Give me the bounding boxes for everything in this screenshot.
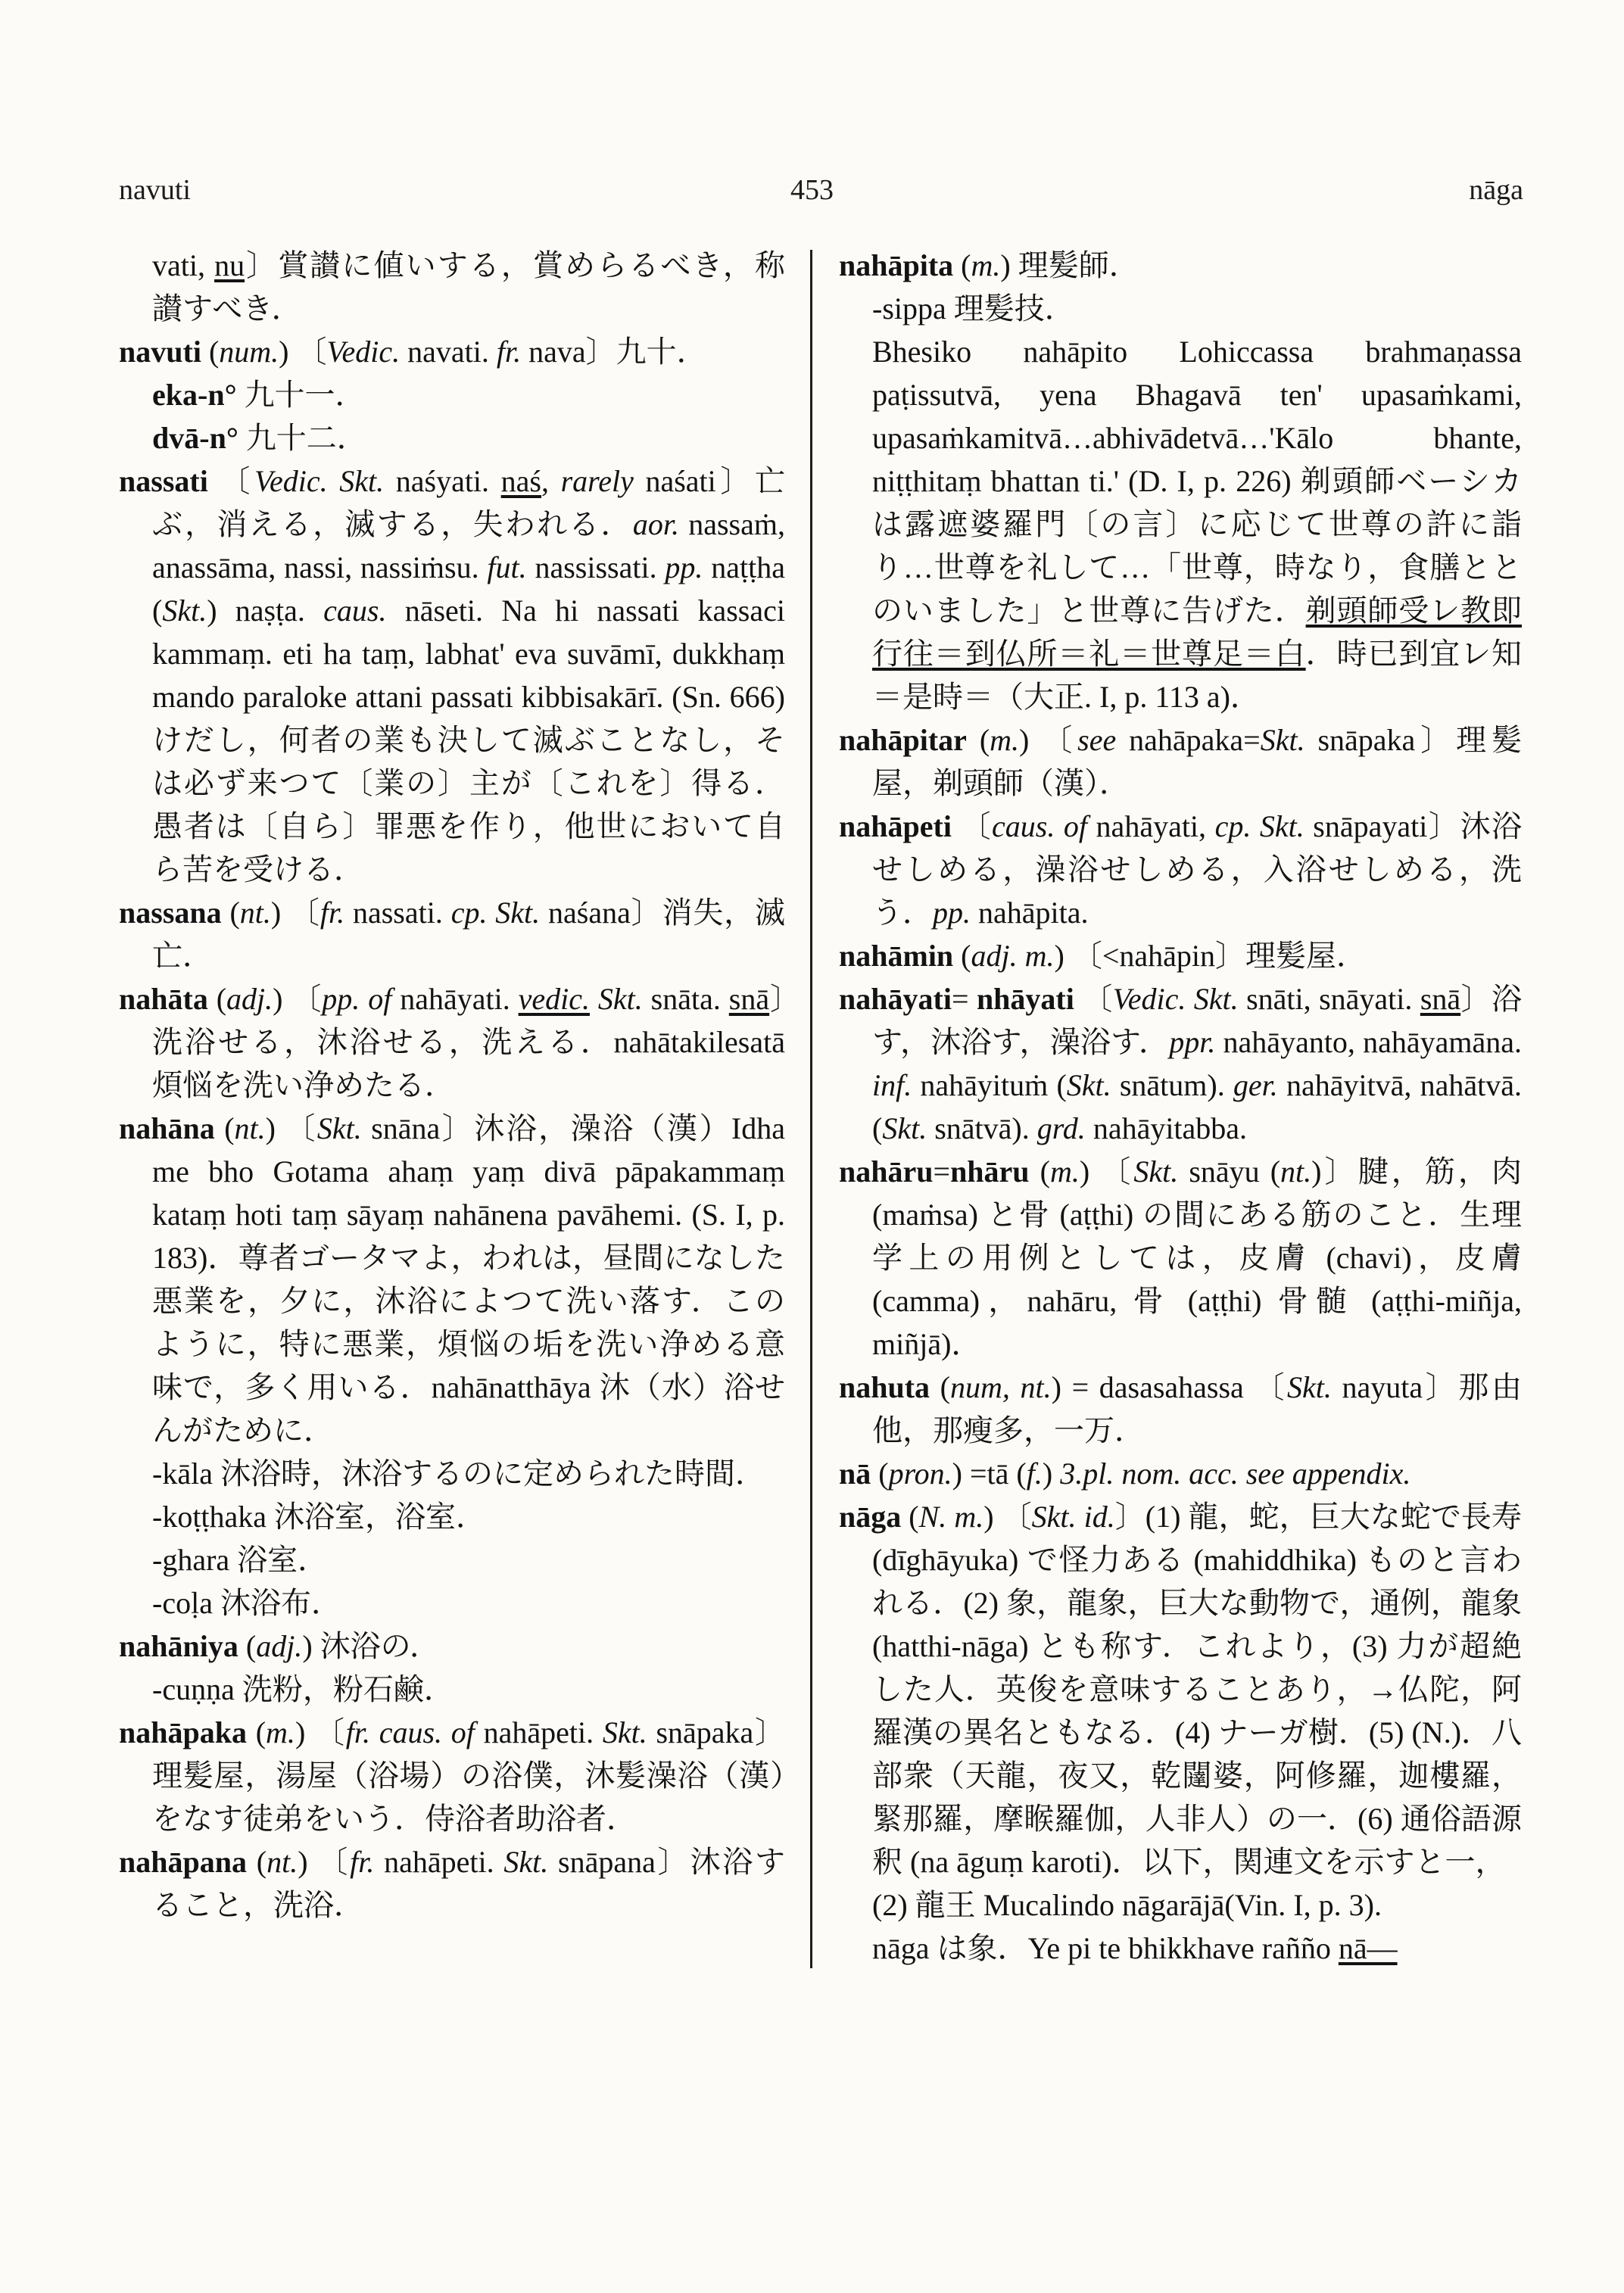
dictionary-paragraph bbox=[119, 1711, 785, 1840]
text-segment: caus. bbox=[323, 594, 387, 628]
text-segment: nt. bbox=[239, 896, 271, 930]
text-segment: m. bbox=[266, 1715, 295, 1749]
text-segment: Skt. id. bbox=[1031, 1500, 1115, 1534]
text-segment: vedic. bbox=[518, 982, 590, 1016]
right-column bbox=[839, 244, 1522, 1970]
text-segment: ) 〔 bbox=[1079, 1154, 1134, 1189]
text-segment: ( bbox=[246, 1845, 267, 1879]
headword: nāga bbox=[839, 1500, 902, 1534]
headword: nassati bbox=[119, 464, 208, 498]
text-segment: ) 〔 bbox=[270, 896, 320, 930]
headword: navuti bbox=[119, 335, 201, 369]
text-segment: ) 理髪師． bbox=[1000, 248, 1139, 282]
text-segment: nahāyati, bbox=[1087, 809, 1215, 843]
text-segment: snāna〕沐浴，澡浴（漢）Idha me bho Gotama ahaṃ yaṃ divā pāpakammaṃ kataṃ hoti taṃ sāyaṃ nahānena pavāhemi. (S. I, p. 183)．尊者ゴータマよ，われは，昼間になした悪業を，夕に，沐浴によつて洗い落す．このように，特に悪業，煩悩の垢を洗い浄める意味で，多く用いる．nahānatthāya 沐（水）浴せんがために． bbox=[152, 1111, 785, 1447]
text-segment: ) naṣṭa. bbox=[207, 594, 324, 628]
text-segment: nahāpeti. bbox=[474, 1715, 603, 1749]
text-segment: 〔 bbox=[207, 464, 255, 498]
text-segment: 〔 bbox=[1074, 982, 1113, 1016]
text-segment: ( bbox=[221, 896, 240, 930]
text-segment: ) 〔 bbox=[983, 1500, 1032, 1534]
dictionary-paragraph bbox=[839, 1366, 1522, 1452]
text-segment: ( bbox=[966, 723, 990, 757]
text-segment: = bbox=[933, 1154, 951, 1189]
text-segment: ) 〔 bbox=[279, 335, 327, 369]
text-segment: nahāyituṁ ( bbox=[912, 1068, 1067, 1102]
column-divider-rule bbox=[810, 250, 812, 1968]
text-segment: ) 〔 bbox=[1019, 723, 1078, 757]
text-segment: ( bbox=[1029, 1154, 1050, 1189]
text-segment: nā— bbox=[1338, 1931, 1398, 1965]
text-segment: N. m. bbox=[918, 1500, 984, 1534]
header-guide-word-left: navuti bbox=[119, 174, 191, 206]
headword: eka-n° bbox=[152, 378, 237, 412]
dictionary-paragraph bbox=[119, 1495, 785, 1538]
text-segment: ( bbox=[953, 248, 971, 282]
text-segment: 〕浴す，沐浴す，澡浴す． bbox=[872, 982, 1523, 1059]
dictionary-paragraph bbox=[839, 1495, 1522, 1883]
text-segment: 〕賞讃に値いする，賞めらるべき，称讃すべき． bbox=[152, 248, 785, 326]
text-segment: -koṭṭhaka 沐浴室，浴室． bbox=[152, 1500, 487, 1534]
text-segment: nahāyanto, nahāyamāna. bbox=[1215, 1025, 1522, 1059]
text-segment: nava〕九十． bbox=[521, 335, 707, 369]
text-segment: Bhesiko nahāpito Lohiccassa brahmaṇassa paṭissutvā, yena Bhagavā ten' upasaṁkami, upasaṁkamitvā…abhivādetvā…'Kālo bhante, niṭṭhitaṃ bhattan ti.' (D. I, p. 226) 剃頭師ベーシカは露遮婆羅門〔の言〕に応じて世尊の許に詣り…世尊を礼して…「世尊，時なり，食膳ととのいました」と世尊に告げた． bbox=[872, 335, 1522, 628]
text-segment: snāpayati〕沐浴せしめる，澡浴せしめる，入浴せしめる，洗う． bbox=[872, 809, 1522, 930]
text-segment: ( bbox=[930, 1370, 951, 1404]
text-segment: fut. bbox=[487, 550, 527, 584]
text-segment: nahāpita. bbox=[971, 896, 1089, 930]
text-segment: -kāla 沐浴時，沐浴するのに定められた時間． bbox=[152, 1456, 765, 1491]
dictionary-paragraph bbox=[119, 891, 785, 977]
text-segment: Skt. bbox=[162, 594, 207, 628]
text-segment: 〕(1) 龍，蛇，巨大な蛇で長寿 (dīghāyuka) で怪力ある (mahiddhika) ものと言われる．(2) 象，龍象，巨大な動物で，通例，龍象 (hatthi-nāga) とも称す．これより，(3) 力が超絶した人．英俊を意味することあり，→仏陀，阿羅漢の異名ともなる．(4) ナーガ樹．(5) (N.)．八部衆（天龍，夜又，乾闥婆，阿修羅，迦樓羅，緊那羅，摩睺羅伽，人非人）の一．(6) 通俗語源釈 (na āguṃ karoti)．以下，関連文を示すと一， bbox=[872, 1500, 1523, 1879]
text-segment: f. bbox=[1026, 1456, 1043, 1491]
text-segment: pron. bbox=[888, 1456, 952, 1491]
text-segment: fr. bbox=[320, 896, 345, 930]
text-segment: vati, bbox=[152, 248, 215, 282]
text-segment: ppr. bbox=[1169, 1025, 1216, 1059]
dictionary-paragraph bbox=[839, 1883, 1522, 1927]
headword: nahāpita bbox=[839, 248, 954, 282]
text-segment: fr. bbox=[350, 1845, 375, 1879]
text-segment: nahāyitabba. bbox=[1085, 1111, 1248, 1145]
text-segment: 3.pl. nom. acc. see appendix. bbox=[1060, 1456, 1411, 1491]
dictionary-paragraph bbox=[839, 1927, 1522, 1970]
text-segment: -ghara 浴室． bbox=[152, 1543, 329, 1577]
text-segment: naśyati. bbox=[384, 464, 501, 498]
text-segment: grd. bbox=[1036, 1111, 1086, 1145]
text-segment: inf. bbox=[872, 1068, 912, 1102]
text-segment: nu bbox=[214, 248, 245, 282]
dictionary-paragraph bbox=[119, 1840, 785, 1927]
text-segment: navati. bbox=[400, 335, 497, 369]
text-segment: ( bbox=[238, 1629, 257, 1663]
text-segment: 剃頭師受レ教即行往＝到仏所＝礼＝世尊足＝白 bbox=[872, 594, 1523, 671]
dictionary-paragraph bbox=[119, 416, 785, 460]
text-segment: naṭṭha ( bbox=[152, 550, 785, 628]
text-segment: fr. bbox=[496, 335, 522, 369]
text-segment: Skt. bbox=[1287, 1370, 1332, 1404]
text-segment: nt. bbox=[267, 1845, 298, 1879]
headword: dvā-n° bbox=[152, 421, 238, 455]
dictionary-paragraph bbox=[839, 1150, 1522, 1366]
text-segment: ( bbox=[871, 1456, 889, 1491]
text-segment: ) =tā ( bbox=[952, 1456, 1027, 1491]
text-segment: Vedic. bbox=[326, 335, 401, 369]
dictionary-paragraph bbox=[839, 1452, 1522, 1495]
headword: nhāyati bbox=[976, 982, 1074, 1016]
text-segment: snāyu ( bbox=[1178, 1154, 1281, 1189]
text-segment: ) 〔 bbox=[295, 1715, 346, 1749]
headword: nahāru bbox=[839, 1154, 934, 1189]
text-segment: ( bbox=[246, 1715, 267, 1749]
text-segment: cp. Skt. bbox=[450, 896, 541, 930]
text-segment: Vedic. Skt. bbox=[254, 464, 385, 498]
text-segment: ( bbox=[201, 335, 220, 369]
text-segment: num. bbox=[219, 335, 279, 369]
text-segment: adj. m. bbox=[971, 939, 1055, 973]
text-segment: aor. bbox=[632, 507, 679, 541]
headword: nahuta bbox=[839, 1370, 930, 1404]
text-segment: naś bbox=[500, 464, 541, 498]
headword: nahāpana bbox=[119, 1845, 247, 1879]
dictionary-paragraph bbox=[119, 1452, 785, 1495]
text-segment: snāpana〕沐浴すること，洗浴． bbox=[152, 1845, 785, 1922]
header-guide-word-right: nāga bbox=[1469, 174, 1523, 206]
dictionary-paragraph bbox=[119, 1581, 785, 1625]
text-segment: -coḷa 沐浴布． bbox=[152, 1586, 341, 1620]
dictionary-paragraph bbox=[839, 287, 1522, 330]
text-segment: ) 〔<nahāpin〕理髪屋． bbox=[1054, 939, 1367, 973]
text-segment: Skt. bbox=[316, 1111, 362, 1145]
dictionary-paragraph bbox=[119, 460, 785, 891]
text-segment: num, nt. bbox=[950, 1370, 1052, 1404]
headword: nahāpitar bbox=[839, 723, 967, 757]
text-segment: ( bbox=[214, 1111, 235, 1145]
dictionary-paragraph bbox=[119, 977, 785, 1107]
dictionary-paragraph bbox=[839, 977, 1522, 1150]
dictionary-paragraph bbox=[119, 244, 785, 330]
dictionary-paragraph bbox=[839, 330, 1522, 718]
text-segment: snā bbox=[728, 982, 770, 1016]
dictionary-paragraph bbox=[839, 244, 1522, 287]
text-segment: Skt. bbox=[1260, 723, 1305, 757]
dictionary-paragraph bbox=[119, 1538, 785, 1581]
left-column bbox=[119, 244, 785, 1927]
text-segment: m. bbox=[1049, 1154, 1080, 1189]
text-segment: ) 〔 bbox=[273, 982, 323, 1016]
text-segment: naśati〕亡ぶ，消える，滅する，失われる． bbox=[152, 464, 785, 541]
text-segment: ) = dasasahassa 〔 bbox=[1051, 1370, 1288, 1404]
text-segment: snā bbox=[1420, 982, 1461, 1016]
dictionary-paragraph bbox=[839, 718, 1522, 805]
text-segment: fr. caus. of bbox=[345, 1715, 475, 1749]
text-segment: nayuta〕那由他，那瘦多，一万． bbox=[872, 1370, 1523, 1447]
headword: nahāniya bbox=[119, 1629, 238, 1663]
text-segment: = bbox=[951, 982, 977, 1016]
text-segment: ) 沐浴の． bbox=[302, 1629, 441, 1663]
text-segment: nt. bbox=[1280, 1154, 1312, 1189]
text-segment: ．時已到宜レ知＝是時＝（大正. I, p. 113 a)． bbox=[872, 637, 1523, 714]
text-segment: caus. of bbox=[992, 809, 1088, 843]
headword: nahāyati bbox=[839, 982, 952, 1016]
text-segment: )〕腱，筋，肉 (maṁsa) と骨 (aṭṭhi) の間にある筋のこと．生理学上の用例としては，皮膚 (chavi)，皮膚 (camma)，nahāru, 骨 (aṭṭhi) 骨髄 (aṭṭhi-miñja, miñjā)． bbox=[872, 1154, 1522, 1361]
dictionary-paragraph bbox=[119, 330, 785, 373]
text-segment bbox=[590, 982, 598, 1016]
text-segment: snātvā). bbox=[927, 1111, 1037, 1145]
text-segment: 〔 bbox=[951, 809, 993, 843]
text-segment: (2) 龍王 Mucalindo nāgarājā(Vin. I, p. 3). bbox=[872, 1888, 1382, 1922]
text-segment: ( bbox=[953, 939, 971, 973]
text-segment: 九十一． bbox=[236, 378, 366, 412]
text-segment: snāti, snāyati. bbox=[1238, 982, 1420, 1016]
headword: nahāta bbox=[119, 982, 208, 1016]
text-segment: Skt. bbox=[1133, 1154, 1179, 1189]
text-segment: rarely bbox=[560, 464, 634, 498]
text-segment: ( bbox=[901, 1500, 919, 1534]
text-segment: -cuṇṇa 洗粉，粉石鹸． bbox=[152, 1672, 454, 1706]
text-segment: nahāyitvā, nahātvā. ( bbox=[872, 1068, 1522, 1145]
text-segment: m. bbox=[990, 723, 1020, 757]
headword: nā bbox=[839, 1456, 871, 1491]
dictionary-paragraph bbox=[119, 1668, 785, 1711]
headword: nahāpaka bbox=[119, 1715, 247, 1749]
text-segment: nahāyati. bbox=[391, 982, 519, 1016]
dictionary-paragraph bbox=[119, 373, 785, 416]
headword: nahāmin bbox=[839, 939, 954, 973]
text-segment: ) 〔 bbox=[265, 1111, 317, 1145]
text-segment: m. bbox=[971, 248, 1001, 282]
text-segment: see bbox=[1077, 723, 1117, 757]
text-segment: snāpaka〕理髪屋，剃頭師（漢）． bbox=[872, 723, 1522, 800]
dictionary-paragraph bbox=[119, 1107, 785, 1452]
text-segment: cp. Skt. bbox=[1214, 809, 1304, 843]
text-segment: snāta. bbox=[642, 982, 729, 1016]
text-segment: nāga は象．Ye pi te bhikkhave rañño bbox=[872, 1931, 1339, 1965]
dictionary-paragraph bbox=[119, 1625, 785, 1668]
text-segment: Skt. bbox=[1066, 1068, 1111, 1102]
text-segment: ) bbox=[1042, 1456, 1061, 1491]
text-segment: nassaṁ, anassāma, nassi, nassiṁsu. bbox=[152, 507, 785, 584]
text-segment: Skt. bbox=[503, 1845, 549, 1879]
header-page-number: 453 bbox=[790, 174, 834, 206]
text-segment: ger. bbox=[1233, 1068, 1278, 1102]
text-segment: pp. bbox=[665, 550, 703, 584]
dictionary-paragraph bbox=[839, 934, 1522, 977]
text-segment: snātum). bbox=[1111, 1068, 1233, 1102]
text-segment: naśana〕消失，滅亡． bbox=[152, 896, 786, 973]
text-segment: nahāpaka= bbox=[1116, 723, 1261, 757]
headword: nhāru bbox=[950, 1154, 1030, 1189]
text-segment: ) 〔 bbox=[298, 1845, 351, 1879]
headword: nassana bbox=[119, 896, 222, 930]
text-segment: 九十二． bbox=[238, 421, 367, 455]
text-segment: Vedic. Skt. bbox=[1112, 982, 1239, 1016]
text-segment: , bbox=[541, 464, 561, 498]
text-segment: pp. bbox=[933, 896, 971, 930]
text-segment: -sippa 理髪技． bbox=[872, 291, 1075, 326]
text-segment: nāseti. Na hi nassati kassaci kammaṃ. eti ha taṃ, labhat' eva suvāmī, dukkhaṃ mando paraloke attani passati kibbisakārī. (Sn. 666) けだし，何者の業も決して滅ぶことなし，そは必ず来つて〔業の〕主が〔これを〕得る．愚者は〔自ら〕罪悪を作り，他世において自ら苦を受ける． bbox=[152, 594, 785, 886]
headword: nahāna bbox=[119, 1111, 215, 1145]
text-segment: snāpaka〕理髪屋，湯屋（浴場）の浴僕，沐髪澡浴（漢）をなす徒弟をいう．侍浴者助浴者． bbox=[152, 1715, 786, 1836]
text-segment: adj. bbox=[226, 982, 273, 1016]
text-segment: adj. bbox=[256, 1629, 303, 1663]
headword: nahāpeti bbox=[839, 809, 952, 843]
text-segment: pp. of bbox=[322, 982, 392, 1016]
text-segment: Skt. bbox=[597, 982, 643, 1016]
dictionary-paragraph bbox=[839, 805, 1522, 934]
text-segment: nahāpeti. bbox=[374, 1845, 504, 1879]
text-segment: ( bbox=[207, 982, 227, 1016]
text-segment: nassissati. bbox=[526, 550, 665, 584]
text-segment: Skt. bbox=[882, 1111, 927, 1145]
text-segment: nassati. bbox=[344, 896, 451, 930]
text-segment: 〕洗浴せる，沐浴せる，洗える．nahātakilesatā 煩悩を洗い浄めたる． bbox=[152, 982, 785, 1102]
text-segment: Skt. bbox=[602, 1715, 647, 1749]
text-segment: nt. bbox=[234, 1111, 266, 1145]
